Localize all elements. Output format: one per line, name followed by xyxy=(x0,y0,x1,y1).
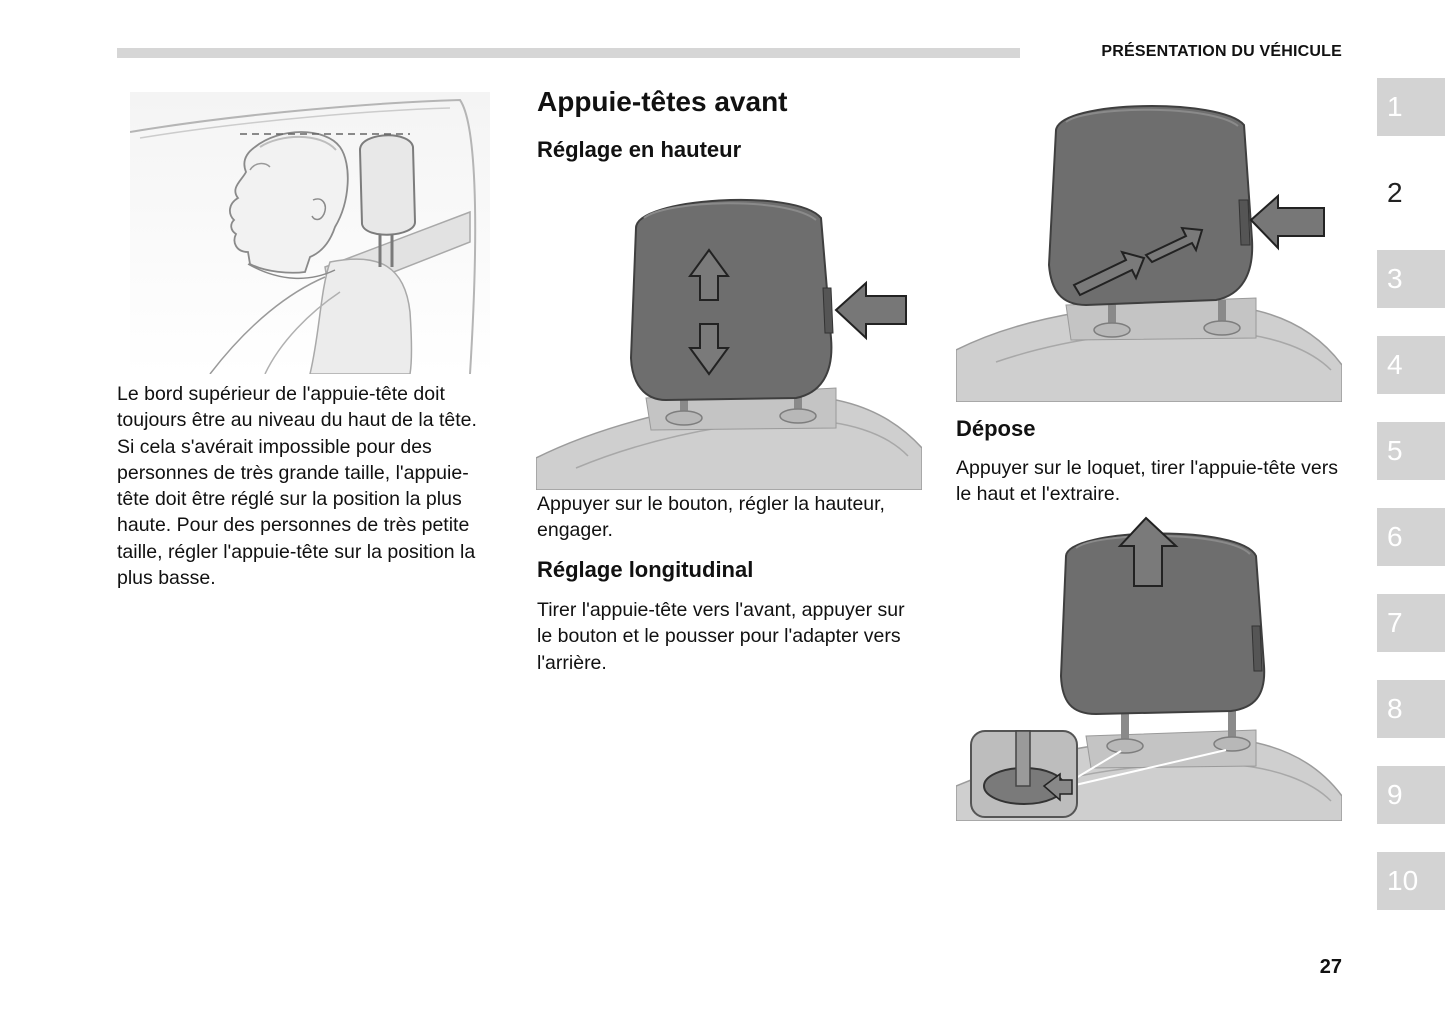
chapter-tab-9[interactable]: 9 xyxy=(1377,766,1445,824)
header-rule xyxy=(117,48,1020,58)
height-adjustment-heading: Réglage en hauteur xyxy=(537,137,742,162)
longitudinal-adjustment-illustration xyxy=(956,100,1342,402)
chapter-tab-8[interactable]: 8 xyxy=(1377,680,1445,738)
driver-headrest-illustration xyxy=(130,92,490,374)
page-number: 27 xyxy=(1319,956,1342,978)
chapter-tab-5[interactable]: 5 xyxy=(1377,422,1445,480)
section-header: PRÉSENTATION DU VÉHICULE xyxy=(1101,43,1342,60)
chapter-tab-4[interactable]: 4 xyxy=(1377,336,1445,394)
chapter-tab-3[interactable]: 3 xyxy=(1377,250,1445,308)
chapter-tab-1[interactable]: 1 xyxy=(1377,78,1445,136)
removal-heading: Dépose xyxy=(956,416,1036,441)
page-title: Appuie-têtes avant xyxy=(537,86,788,117)
chapter-tab-7[interactable]: 7 xyxy=(1377,594,1445,652)
head-height-instructions: Le bord supérieur de l'appuie-tête doit toujours être au niveau du haut de la tête. Si cela s'avérait impossible pour des personnes de très grande taille, l'appuie-tête doit être réglé sur la position la plus haute. Pour des personnes de très petite taille, régler l'appuie-tête sur la position la plus basse. xyxy=(117,383,477,590)
removal-illustration xyxy=(956,516,1342,821)
chapter-tab-10[interactable]: 10 xyxy=(1377,852,1445,910)
height-adjustment-text: Appuyer sur le bouton, régler la hauteur, engager. xyxy=(537,493,885,542)
height-adjustment-illustration xyxy=(536,188,922,490)
longitudinal-adjustment-heading: Réglage longitudinal xyxy=(537,557,754,582)
removal-text: Appuyer sur le loquet, tirer l'appuie-tête vers le haut et l'extraire. xyxy=(956,457,1339,506)
chapter-tab-6[interactable]: 6 xyxy=(1377,508,1445,566)
longitudinal-adjustment-text: Tirer l'appuie-tête vers l'avant, appuyer sur le bouton et le pousser pour l'adapter vers l'arrière. xyxy=(537,599,905,674)
chapter-tab-2[interactable]: 2 xyxy=(1377,164,1445,222)
